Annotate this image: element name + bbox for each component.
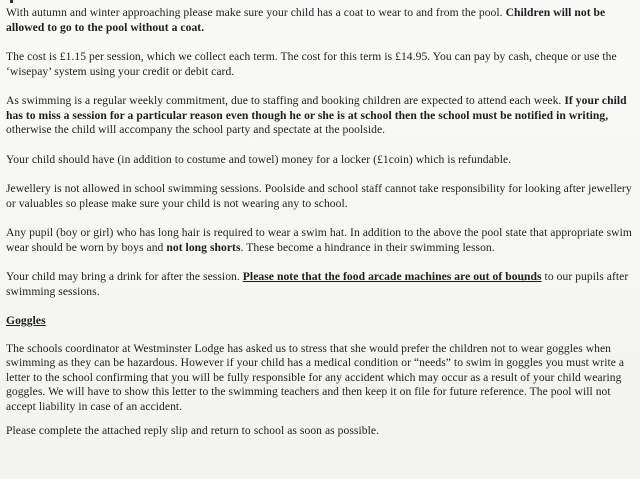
hair-text-1: Any pupil (boy or girl) who has long hair is required to wear a swim hat. In addition to the above the pool state that appropriate swim wear should be worn by boys and (6, 226, 632, 254)
paragraph-coat (6, 6, 636, 35)
paragraph-reply: Please complete the attached reply slip and return to school as soon as possible. (6, 424, 380, 437)
drink-text-1: Your child may bring a drink for after the session. (6, 270, 243, 283)
attendance-text-1: As swimming is a regular weekly commitment, due to staffing and booking children are expected to attend each week. (6, 94, 565, 107)
drink-text-2: to our pupils after swimming sessions. (6, 270, 629, 298)
paragraph-goggles: The schools coordinator at Westminster Lodge has asked us to stress that she would prefer the children not to wear goggles when swimming as they can be hazardous. However if your child has a medical condition or “needs” to swim in goggles you must write a letter to the school confirming that you will be fully responsible for any accident which may occur as a result of your child wearing goggles. We will have to show this letter to the swimming teachers and then keep it on file for future reference. The pool will not accept liability in case of an accident. (6, 341, 625, 413)
attendance-bold-notice: If your child has to miss a session for a particular reason even though he or she is at school then the school must be notified in writing, (6, 94, 627, 122)
coat-text: With autumn and winter approaching please make sure your child has a coat to wear to and from the pool. (6, 6, 506, 19)
scan-edge-mark (10, 0, 13, 3)
paragraph-attendance (6, 94, 636, 138)
paragraph-cost: The cost is £1.15 per session, which we collect each term. The cost for this term is £14.95. You can pay by cash, cheque or use the ‘wisepay’ system using your credit or debit card. (6, 50, 617, 78)
hair-text-2: . These become a hindrance in their swimming lesson. (240, 240, 495, 254)
paragraph-jewellery: Jewellery is not allowed in school swimming sessions. Poolside and school staff cannot take responsibility for looking after jewellery or valuables so please make sure your child is not wearing any to school. (6, 182, 632, 210)
coat-bold-warning: Children will not be allowed to go to the pool without a coat. (6, 6, 606, 34)
hair-bold-shorts: not long shorts (166, 240, 241, 254)
paragraph-locker: Your child should have (in addition to costume and towel) money for a locker (£1coin) which is refundable. (6, 152, 512, 166)
letter-body (6, 6, 636, 454)
goggles-heading: Goggles (6, 314, 46, 327)
paragraph-hair (6, 226, 636, 255)
paragraph-drink (6, 270, 636, 299)
attendance-text-2: otherwise the child will accompany the school party and spectate at the poolside. (6, 123, 386, 136)
drink-bold-underline-notice: Please note that the food arcade machines are out of bounds (242, 270, 542, 283)
